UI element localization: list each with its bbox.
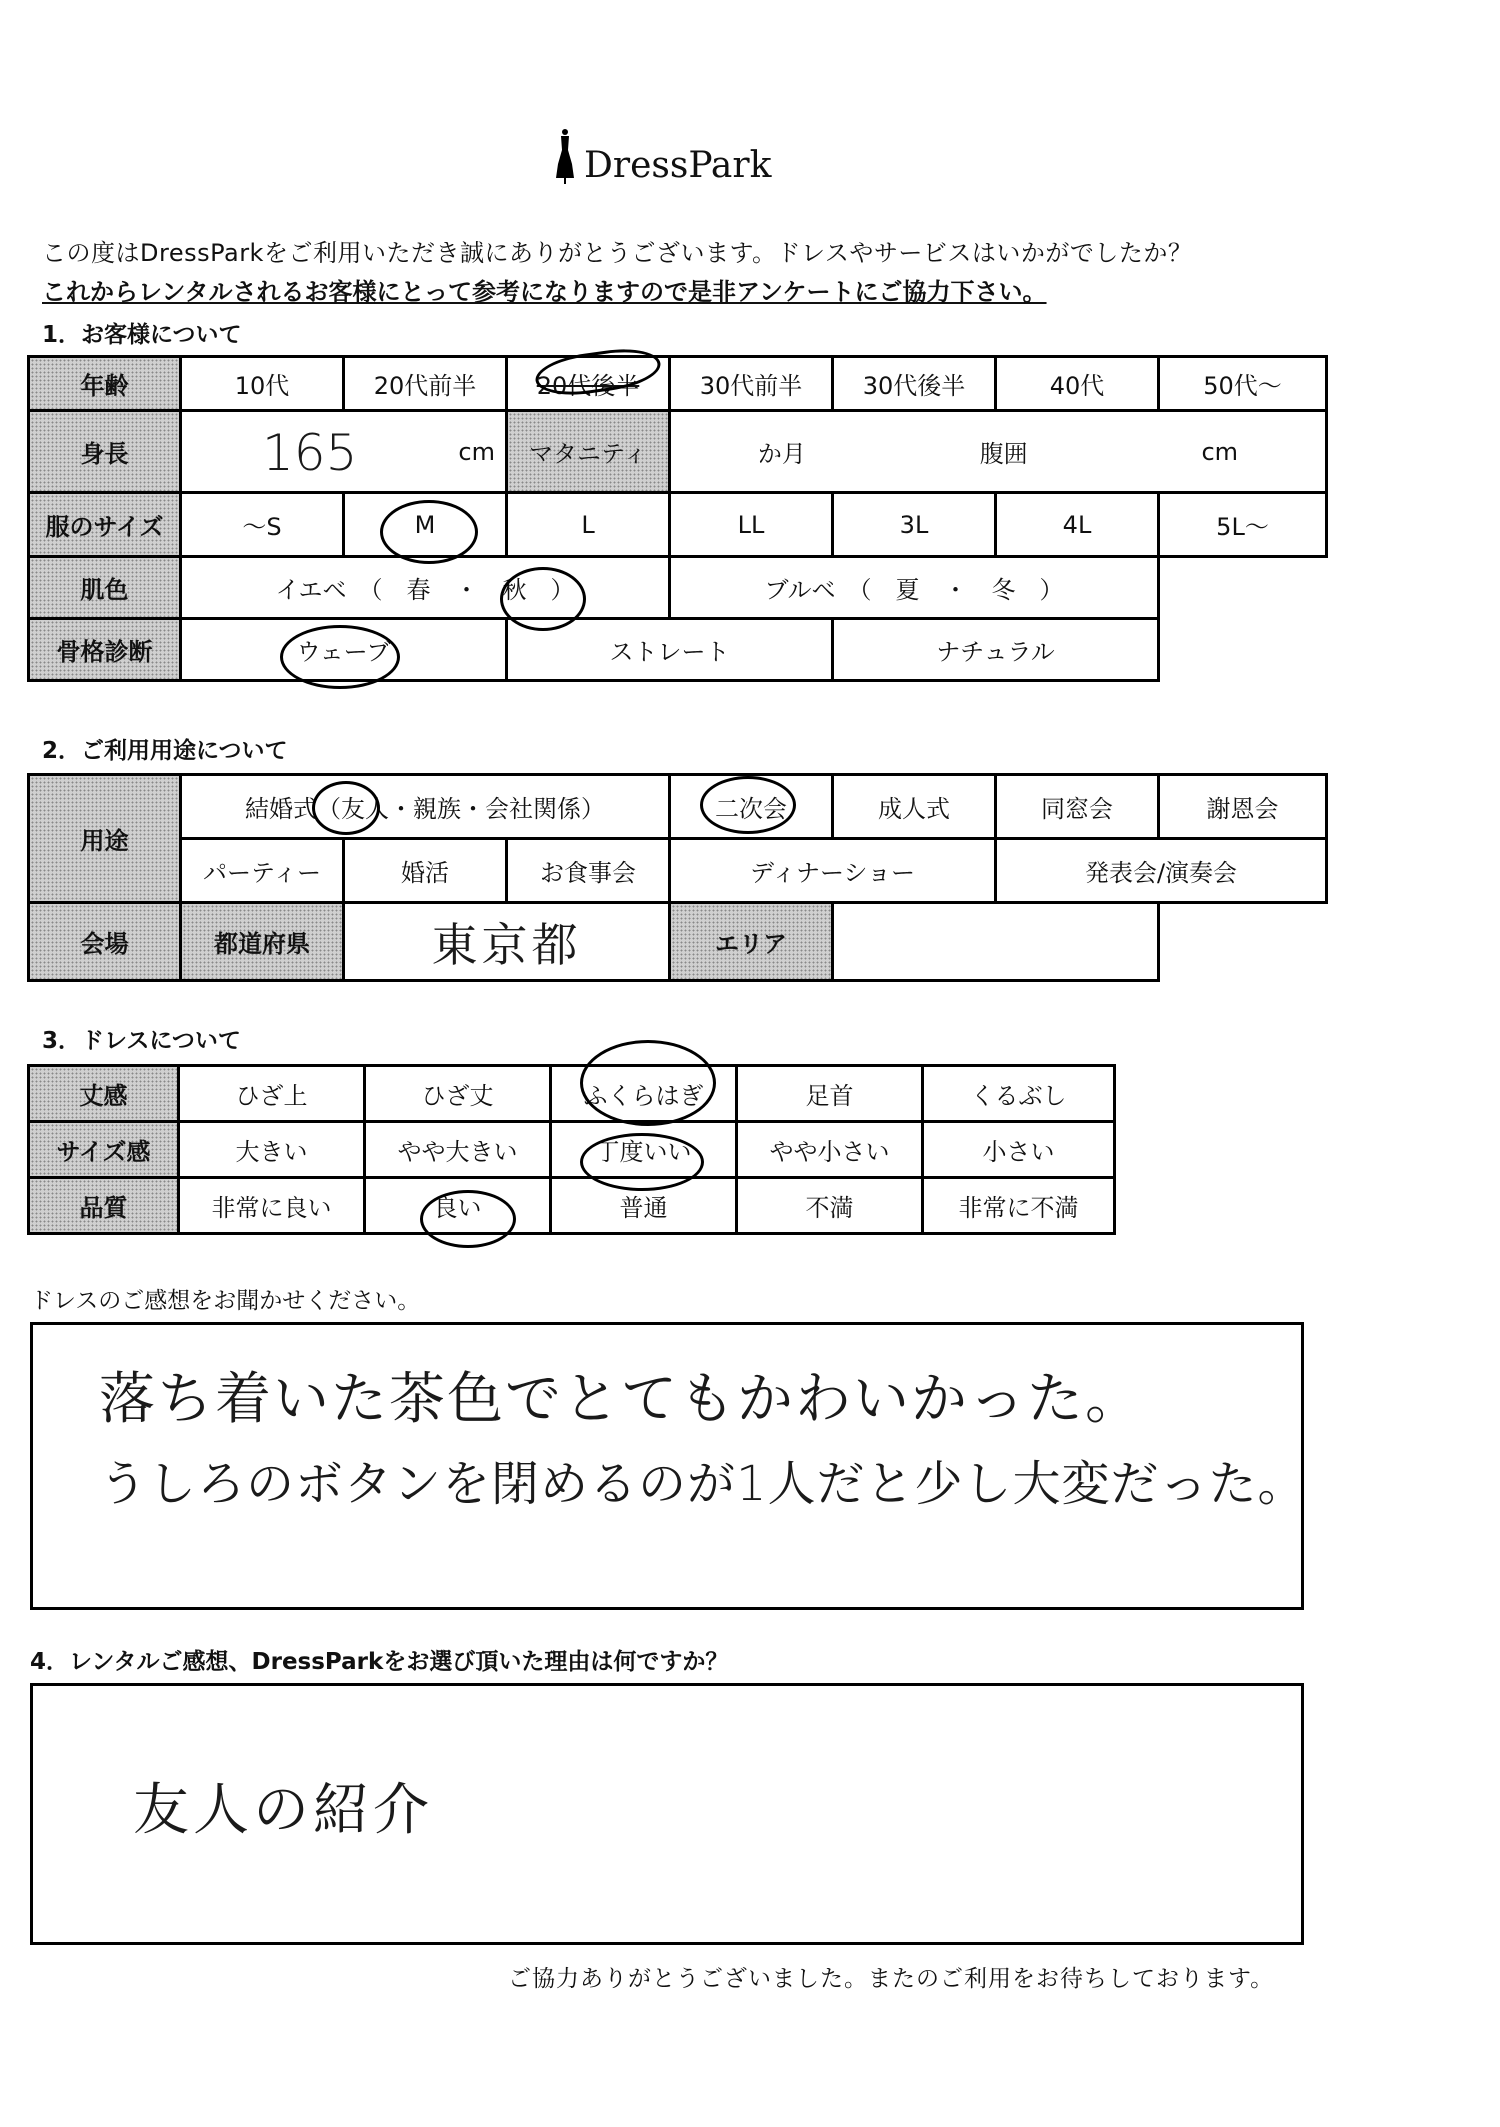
selection-circle [280, 625, 400, 689]
dress-comment-box[interactable] [30, 1322, 1307, 1610]
selection-circle [700, 776, 796, 834]
comment-line-1: 落ち着いた茶色でとてもかわいかった。 [99, 1367, 1143, 1432]
skeleton-label: 骨格診断 [29, 619, 181, 681]
purpose-wedding[interactable]: 結婚式（友人・親族・会社関係） [181, 775, 670, 839]
length-option[interactable]: ひざ上 [179, 1066, 365, 1122]
comment-prompt: ドレスのご感想をお聞かせください。 [30, 1288, 421, 1314]
section4-title: 4．レンタルご感想、DressParkをお選び頂いた理由は何ですか？ [30, 1649, 729, 1675]
maternity-field[interactable] [670, 411, 1327, 493]
skeleton-row [29, 619, 1327, 681]
purpose-option[interactable]: 発表会/演奏会 [996, 839, 1327, 903]
size-option[interactable]: LL [670, 493, 833, 557]
purpose-option[interactable]: パーティー [181, 839, 344, 903]
skeleton-option[interactable]: ナチュラル [833, 619, 1159, 681]
skeleton-option[interactable]: ストレート [507, 619, 833, 681]
selection-circle [380, 500, 478, 564]
purpose-option[interactable]: 成人式 [833, 775, 996, 839]
skin-label: 肌色 [29, 557, 181, 619]
age-option[interactable]: 10代 [181, 357, 344, 411]
closing-text: ご協力ありがとうございました。またのご利用をお待ちしております。 [508, 1966, 1275, 1992]
size-option[interactable]: 4L [996, 493, 1159, 557]
selection-circle [580, 1133, 704, 1191]
fit-option[interactable]: 小さい [923, 1122, 1115, 1178]
quality-label: 品質 [29, 1178, 179, 1234]
comment-line-2: うしろのボタンを閉めるのが1人だと少し大変だった。 [99, 1456, 1307, 1512]
height-value: 165 [262, 424, 358, 482]
dresspark-logo [552, 128, 771, 186]
customer-info-table [27, 355, 1328, 682]
length-option[interactable]: 足首 [737, 1066, 923, 1122]
reason-answer: 友人の紹介 [133, 1778, 433, 1843]
belly-label: 腹囲 [979, 440, 1028, 468]
length-row [29, 1066, 1115, 1122]
height-unit: cm [458, 438, 495, 466]
age-row [29, 357, 1327, 411]
purpose-option[interactable]: ディナーショー [670, 839, 996, 903]
brand-name: DressPark [584, 145, 772, 186]
fit-option[interactable]: 大きい [179, 1122, 365, 1178]
quality-option-selected[interactable]: 良い [365, 1178, 551, 1234]
age-option[interactable]: 30代後半 [833, 357, 996, 411]
dress-table [27, 1064, 1116, 1235]
selection-circle [312, 781, 380, 835]
purpose-option[interactable]: 婚活 [344, 839, 507, 903]
area-field[interactable] [833, 903, 1159, 981]
skeleton-option-selected[interactable]: ウェーブ [181, 619, 507, 681]
belly-unit: cm [1201, 437, 1239, 466]
purpose-label: 用途 [29, 775, 181, 903]
fit-option-selected[interactable]: 丁度いい [551, 1122, 737, 1178]
height-field[interactable] [181, 411, 507, 493]
length-option[interactable]: ひざ丈 [365, 1066, 551, 1122]
section2-title: 2．ご利用用途について [42, 738, 288, 764]
usage-table [27, 773, 1328, 982]
size-option[interactable]: 5L〜 [1159, 493, 1327, 557]
area-label: エリア [670, 903, 833, 981]
purpose-option[interactable]: お食事会 [507, 839, 670, 903]
age-option-selected[interactable]: 20代後半 [507, 357, 670, 411]
height-label: 身長 [29, 411, 181, 493]
skin-row [29, 557, 1327, 619]
height-row [29, 411, 1327, 493]
selection-circle [580, 1040, 716, 1126]
fit-option[interactable]: やや小さい [737, 1122, 923, 1178]
purpose-row-2 [29, 839, 1327, 903]
section1-title: 1．お客様について [42, 322, 242, 348]
purpose-option-selected[interactable]: 二次会 [670, 775, 833, 839]
age-option[interactable]: 50代〜 [1159, 357, 1327, 411]
age-option[interactable]: 40代 [996, 357, 1159, 411]
venue-label: 会場 [29, 903, 181, 981]
prefecture-value: 東京都 [431, 917, 582, 972]
length-option-selected[interactable]: ふくらはぎ [551, 1066, 737, 1122]
purpose-row-1 [29, 775, 1327, 839]
age-option[interactable]: 30代前半 [670, 357, 833, 411]
prefecture-field[interactable] [344, 903, 670, 981]
quality-option[interactable]: 普通 [551, 1178, 737, 1234]
length-option[interactable]: くるぶし [923, 1066, 1115, 1122]
purpose-option[interactable]: 同窓会 [996, 775, 1159, 839]
size-option[interactable]: 3L [833, 493, 996, 557]
quality-row [29, 1178, 1115, 1234]
skin-blue-option[interactable]: ブルベ （ 夏 ・ 冬 ） [670, 557, 1159, 619]
reason-box[interactable] [30, 1683, 1304, 1945]
section3-title: 3．ドレスについて [42, 1028, 241, 1054]
fit-row [29, 1122, 1115, 1178]
maternity-label: マタニティ [507, 411, 670, 493]
venue-row [29, 903, 1327, 981]
skin-yellow-option[interactable]: イエベ （ 春 ・ 秋 ） [181, 557, 670, 619]
selection-circle [500, 567, 586, 631]
quality-option[interactable]: 不満 [737, 1178, 923, 1234]
purpose-option[interactable]: 謝恩会 [1159, 775, 1327, 839]
prefecture-label: 都道府県 [181, 903, 344, 981]
size-row [29, 493, 1327, 557]
intro-request: これからレンタルされるお客様にとって参考になりますので是非アンケートにご協力下さい。 [42, 278, 1047, 306]
intro-text: この度はDressParkをご利用いただき誠にありがとうございます。ドレスやサービスはいかがでしたか？ [42, 239, 1193, 267]
selection-circle [420, 1190, 516, 1248]
length-label: 丈感 [29, 1066, 179, 1122]
quality-option[interactable]: 非常に不満 [923, 1178, 1115, 1234]
size-option[interactable]: L [507, 493, 670, 557]
quality-option[interactable]: 非常に良い [179, 1178, 365, 1234]
size-option[interactable]: 〜S [181, 493, 344, 557]
fit-option[interactable]: やや大きい [365, 1122, 551, 1178]
age-label: 年齢 [29, 357, 181, 411]
dress-silhouette-icon [552, 128, 578, 186]
age-option[interactable]: 20代前半 [344, 357, 507, 411]
size-label: 服のサイズ [29, 493, 181, 557]
fit-label: サイズ感 [29, 1122, 179, 1178]
months-unit: か月 [757, 440, 806, 468]
size-option-selected[interactable]: M [344, 493, 507, 557]
